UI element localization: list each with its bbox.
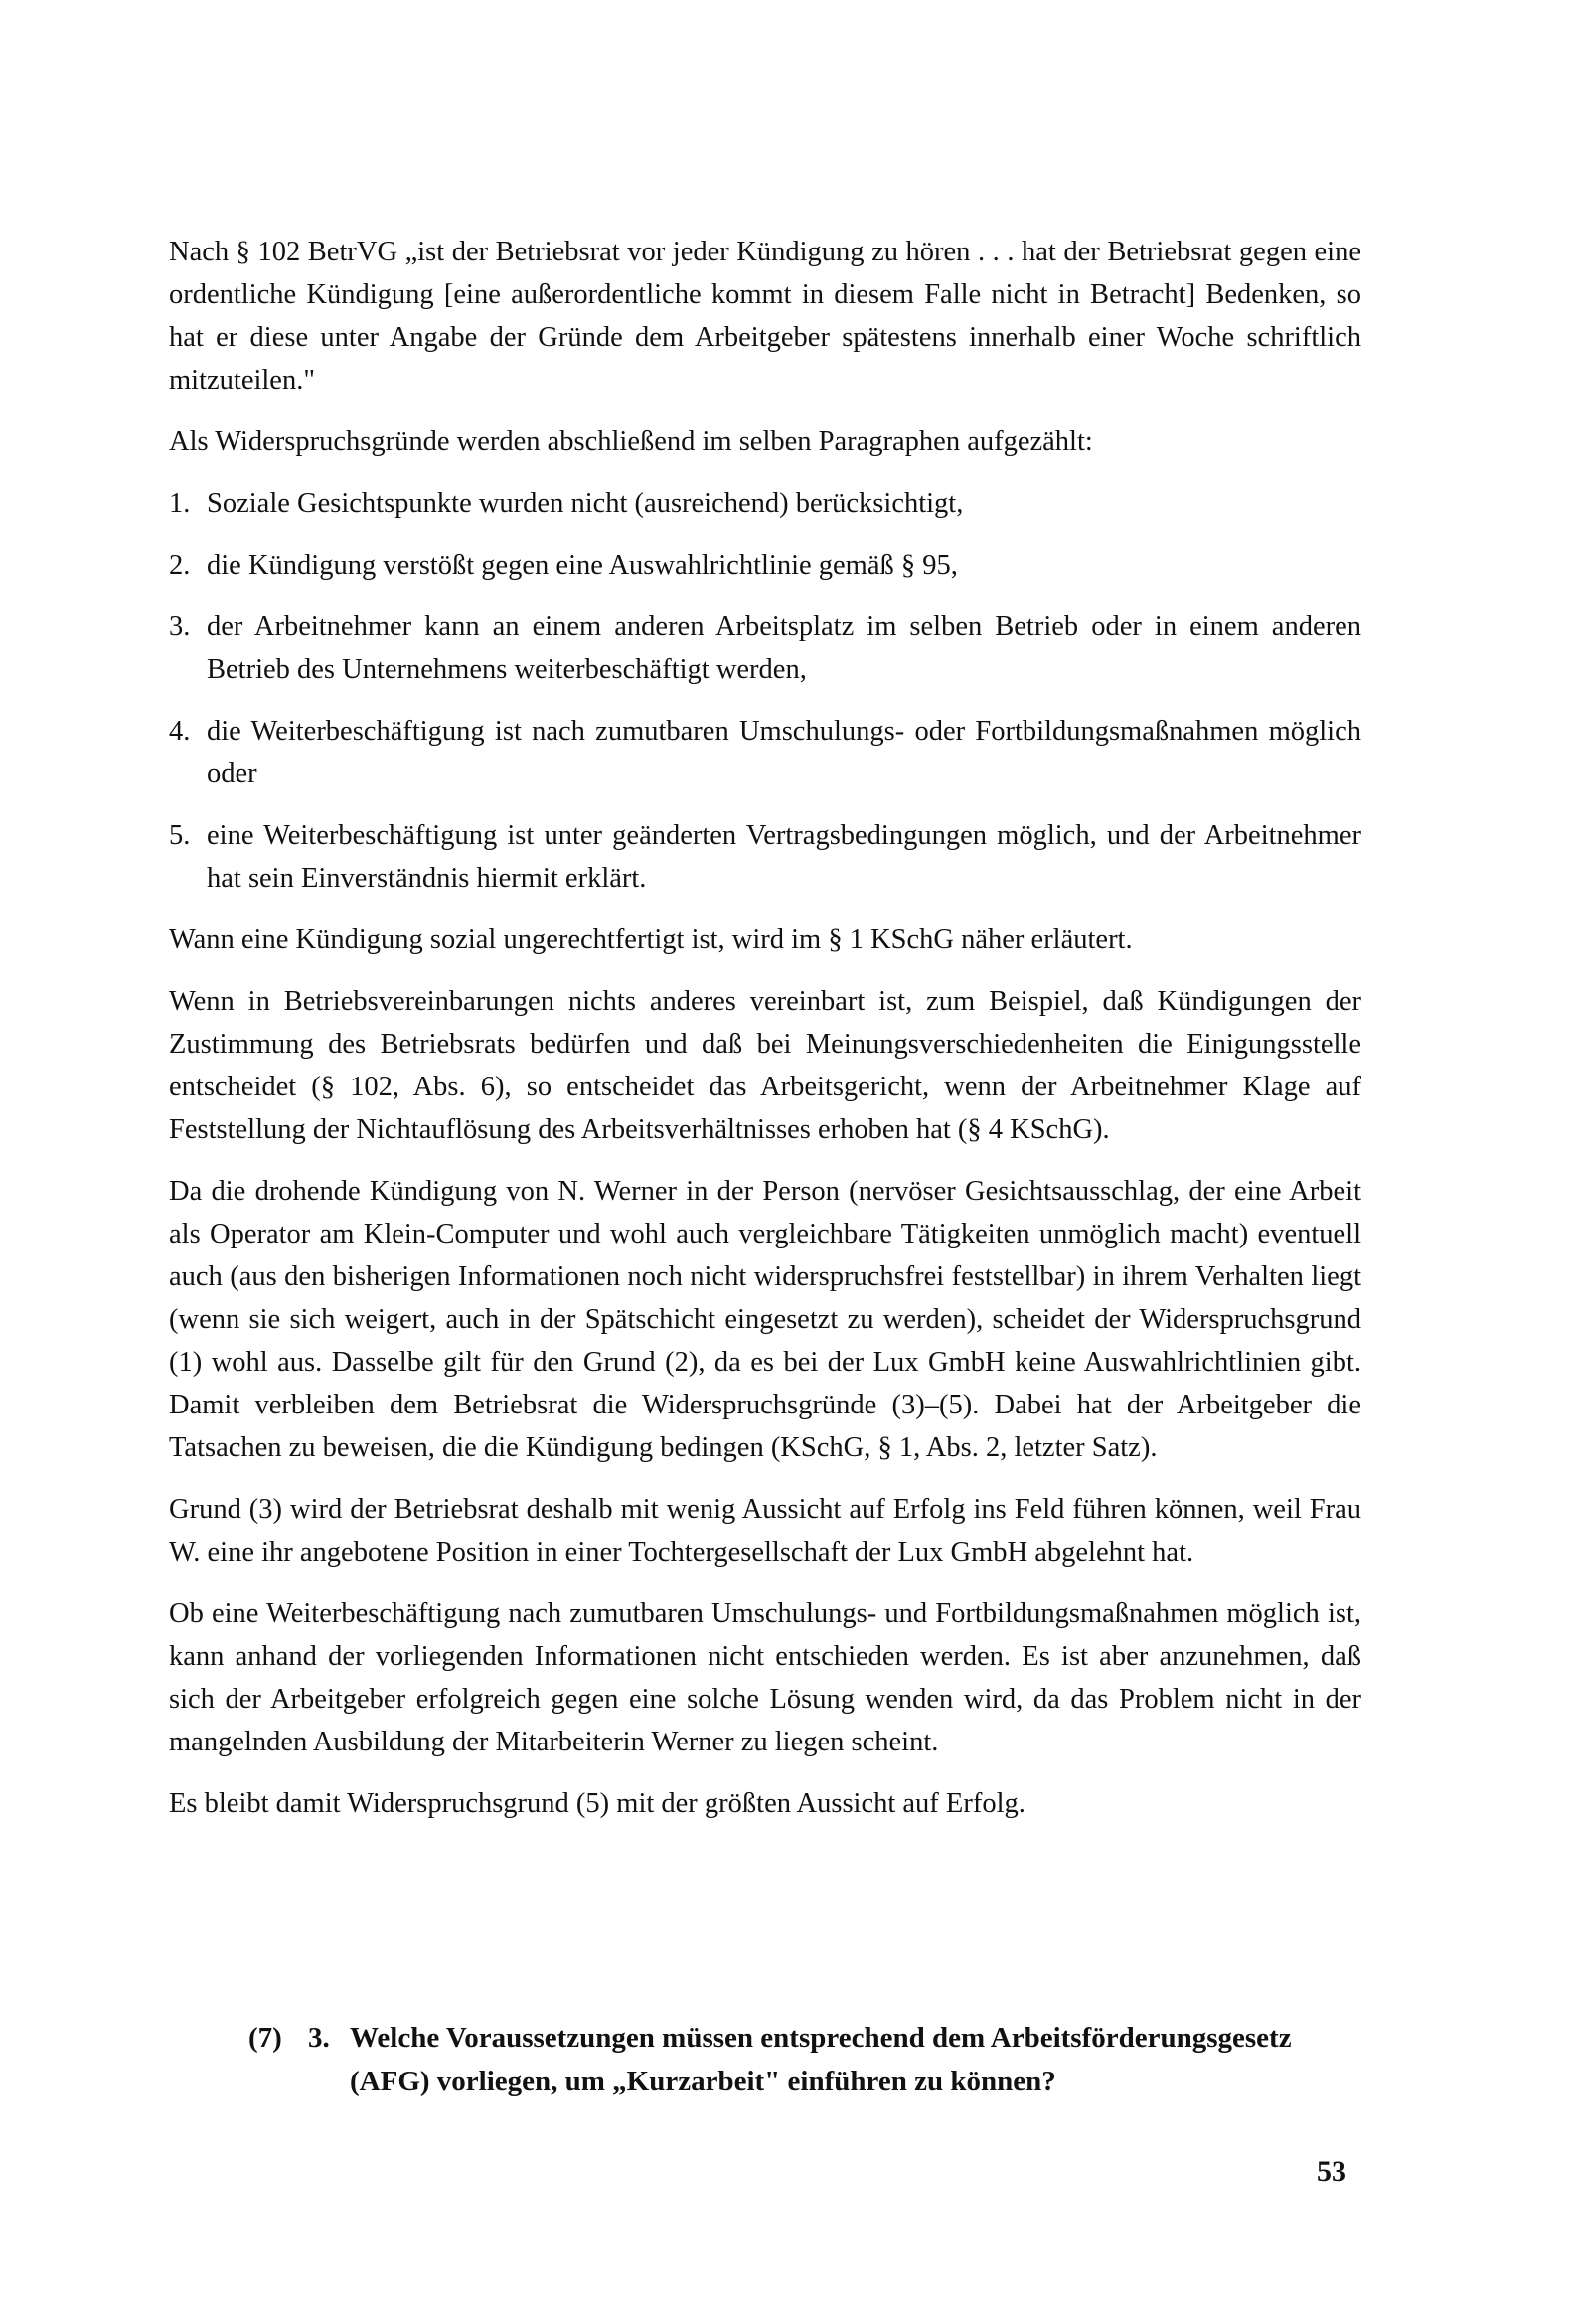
question-reference: (7) [248,2022,282,2054]
paragraph-weiterbeschaeftigung: Ob eine Weiterbeschäftigung nach zumutbaren Umschulungs- und Fortbildungsmaßnahmen möglich ist, kann anhand der vorliegenden Informationen nicht entschieden werden. Es ist aber anzunehmen, daß sich der Arbeitgeber erfolgreich gegen eine solche Lösung wenden wird, da das Problem nicht in der mangelnden Ausbildung der Mitarbeiterin Werner zu liegen scheint. [169,1598,1361,1757]
exercise-question [248,2016,1361,2103]
list-item [169,544,1361,586]
list-item-number: 2. [169,550,191,581]
list-item-number: 3. [169,611,191,642]
paragraph-betriebsvereinbarungen: Wenn in Betriebsvereinbarungen nichts anderes vereinbart ist, zum Beispiel, daß Kündigungen der Zustimmung des Betriebsrats bedürfen und daß bei Meinungsverschiedenheiten die Einigungsstelle entscheidet (§ 102, Abs. 6), so entscheidet das Arbeitsgericht, wenn der Arbeitnehmer Klage auf Feststellung der Nichtauflösung des Arbeitsverhältnisses erhoben hat (§ 4 KSchG). [169,986,1361,1145]
list-item-text: die Weiterbeschäftigung ist nach zumutbaren Umschulungs- oder Fortbildungsmaßnahmen möglich oder [207,716,1361,789]
list-item-number: 5. [169,820,191,851]
list-item-number: 1. [169,488,191,519]
question-text: Welche Voraussetzungen müssen entsprechend dem Arbeitsförderungsgesetz (AFG) vorliegen, um „Kurzarbeit" einführen zu können? [350,2022,1292,2097]
widerspruchsgruende-list [169,482,1361,900]
list-item [169,482,1361,525]
list-item-text: Soziale Gesichtspunkte wurden nicht (ausreichend) berücksichtigt, [207,488,964,519]
page-body [169,231,1361,1844]
paragraph-conclusion: Es bleibt damit Widerspruchsgrund (5) mit der größten Aussicht auf Erfolg. [169,1788,1025,1819]
list-item-text: die Kündigung verstößt gegen eine Auswahlrichtlinie gemäß § 95, [207,550,958,581]
page-number: 53 [1317,2155,1346,2188]
paragraph-betrvg-quote: Nach § 102 BetrVG „ist der Betriebsrat vor jeder Kündigung zu hören . . . hat der Betriebsrat gegen eine ordentliche Kündigung [eine außerordentliche kommt in diesem Falle nicht in Betracht] Bedenken, so hat er diese unter Angabe der Gründe dem Arbeitgeber spätestens innerhalb einer Woche schriftlich mitzuteilen." [169,237,1361,396]
paragraph-kuendigung-werner: Da die drohende Kündigung von N. Werner in der Person (nervöser Gesichtsausschlag, der eine Arbeit als Operator am Klein-Computer und wohl auch vergleichbare Tätigkeiten unmöglich macht) eventuell auch (aus den bisherigen Informationen noch nicht widerspruchsfrei feststellbar) in ihrem Verhalten liegt (wenn sie sich weigert, auch in der Spätschicht eingesetzt zu werden), scheidet der Widerspruchsgrund (1) wohl aus. Dasselbe gilt für den Grund (2), da es bei der Lux GmbH keine Auswahlrichtlinien gibt. Damit verbleiben dem Betriebsrat die Widerspruchsgründe (3)–(5). Dabei hat der Arbeitgeber die Tatsachen zu beweisen, die die Kündigung bedingen (KSchG, § 1, Abs. 2, letzter Satz). [169,1176,1361,1463]
list-item-text: eine Weiterbeschäftigung ist unter geänderten Vertragsbedingungen möglich, und der Arbeitnehmer hat sein Einverständnis hiermit erklärt. [207,820,1361,894]
list-item-number: 4. [169,716,191,747]
list-item [169,814,1361,900]
list-item-text: der Arbeitnehmer kann an einem anderen Arbeitsplatz im selben Betrieb oder in einem anderen Betrieb des Unternehmens weiterbeschäftigt werden, [207,611,1361,685]
list-item [169,710,1361,795]
question-number: 3. [308,2022,330,2054]
paragraph-kschg: Wann eine Kündigung sozial ungerechtfertigt ist, wird im § 1 KSchG näher erläutert. [169,924,1133,955]
paragraph-list-intro: Als Widerspruchsgründe werden abschließend im selben Paragraphen aufgezählt: [169,426,1093,457]
paragraph-grund-3: Grund (3) wird der Betriebsrat deshalb mit wenig Aussicht auf Erfolg ins Feld führen können, weil Frau W. eine ihr angebotene Position in einer Tochtergesellschaft der Lux GmbH abgelehnt hat. [169,1494,1361,1568]
list-item [169,605,1361,691]
